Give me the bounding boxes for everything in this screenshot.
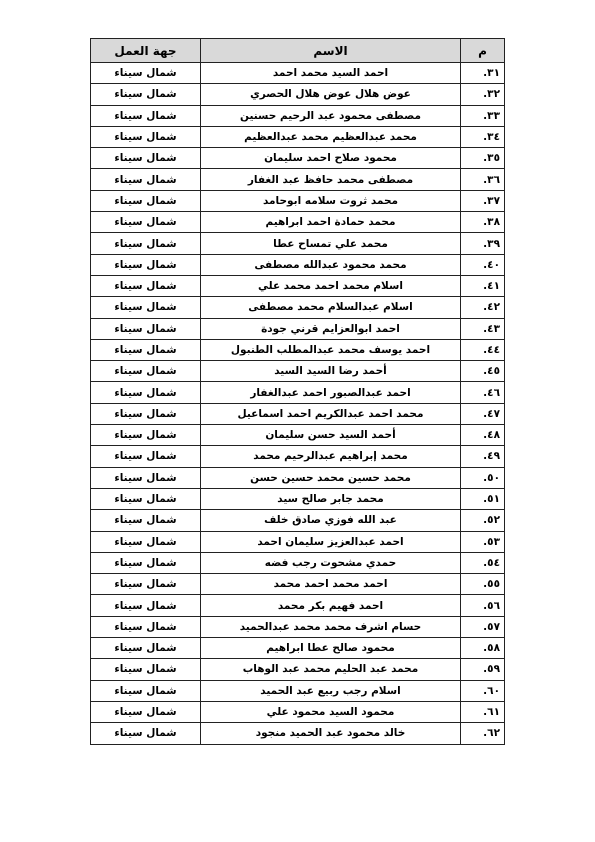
- row-name: اسلام رجب ربيع عبد الحميد: [201, 680, 461, 701]
- table-row: [91, 403, 505, 424]
- header-number: م: [461, 39, 505, 63]
- row-number: ٦٢.: [461, 723, 505, 744]
- row-workplace: شمال سيناء: [91, 659, 201, 680]
- row-number: ٤١.: [461, 275, 505, 296]
- row-workplace: شمال سيناء: [91, 425, 201, 446]
- row-workplace: شمال سيناء: [91, 552, 201, 573]
- row-workplace: شمال سيناء: [91, 510, 201, 531]
- table-row: [91, 595, 505, 616]
- row-name: حمدي مشحوت رجب فضه: [201, 552, 461, 573]
- row-name: احمد السيد محمد احمد: [201, 63, 461, 84]
- row-number: ٤٤.: [461, 339, 505, 360]
- row-number: ٣٩.: [461, 233, 505, 254]
- table-row: [91, 616, 505, 637]
- row-number: ٣٢.: [461, 84, 505, 105]
- table-row: [91, 382, 505, 403]
- row-number: ٤٧.: [461, 403, 505, 424]
- row-number: ٥٨.: [461, 638, 505, 659]
- row-workplace: شمال سيناء: [91, 680, 201, 701]
- table-row: [91, 659, 505, 680]
- row-number: ٣٥.: [461, 148, 505, 169]
- row-name: مصطفى محمد حافظ عبد الغفار: [201, 169, 461, 190]
- header-name: الاسم: [201, 39, 461, 63]
- table-row: [91, 510, 505, 531]
- table-row: [91, 254, 505, 275]
- row-number: ٥٤.: [461, 552, 505, 573]
- table-row: [91, 339, 505, 360]
- row-workplace: شمال سيناء: [91, 297, 201, 318]
- row-number: ٤٩.: [461, 446, 505, 467]
- row-number: ٣٨.: [461, 212, 505, 233]
- row-number: ٤٠.: [461, 254, 505, 275]
- row-workplace: شمال سيناء: [91, 254, 201, 275]
- table-row: [91, 531, 505, 552]
- header-row: [91, 39, 505, 63]
- row-workplace: شمال سيناء: [91, 212, 201, 233]
- row-workplace: شمال سيناء: [91, 574, 201, 595]
- table-row: [91, 126, 505, 147]
- row-name: محمد احمد عبدالكريم احمد اسماعيل: [201, 403, 461, 424]
- row-name: احمد ابوالعزايم قرني جودة: [201, 318, 461, 339]
- row-name: محمد إبراهيم عبدالرحيم محمد: [201, 446, 461, 467]
- row-number: ٦١.: [461, 701, 505, 722]
- header-workplace: جهة العمل: [91, 39, 201, 63]
- row-number: ٣٧.: [461, 190, 505, 211]
- row-name: محمود السيد محمود علي: [201, 701, 461, 722]
- table-row: [91, 84, 505, 105]
- row-name: محمد حسين محمد حسين حسن: [201, 467, 461, 488]
- table-row: [91, 63, 505, 84]
- row-name: احمد عبدالعزيز سليمان احمد: [201, 531, 461, 552]
- row-number: ٤٨.: [461, 425, 505, 446]
- row-number: ٤٣.: [461, 318, 505, 339]
- table-row: [91, 701, 505, 722]
- row-name: محمد محمود عبدالله مصطفى: [201, 254, 461, 275]
- row-workplace: شمال سيناء: [91, 105, 201, 126]
- row-workplace: شمال سيناء: [91, 403, 201, 424]
- row-name: اسلام عبدالسلام محمد مصطفى: [201, 297, 461, 318]
- row-number: ٣١.: [461, 63, 505, 84]
- row-workplace: شمال سيناء: [91, 595, 201, 616]
- row-name: أحمد السيد حسن سليمان: [201, 425, 461, 446]
- row-workplace: شمال سيناء: [91, 382, 201, 403]
- row-workplace: شمال سيناء: [91, 275, 201, 296]
- row-number: ٣٦.: [461, 169, 505, 190]
- row-workplace: شمال سيناء: [91, 318, 201, 339]
- row-name: مصطفى محمود عبد الرحيم حسنين: [201, 105, 461, 126]
- row-name: اسلام محمد احمد محمد علي: [201, 275, 461, 296]
- table-row: [91, 361, 505, 382]
- table-row: [91, 425, 505, 446]
- row-workplace: شمال سيناء: [91, 233, 201, 254]
- row-workplace: شمال سيناء: [91, 488, 201, 509]
- row-workplace: شمال سيناء: [91, 638, 201, 659]
- row-number: ٦٠.: [461, 680, 505, 701]
- row-number: ٣٣.: [461, 105, 505, 126]
- row-workplace: شمال سيناء: [91, 148, 201, 169]
- table-row: [91, 190, 505, 211]
- row-name: خالد محمود عبد الحميد منجود: [201, 723, 461, 744]
- names-table: [90, 38, 505, 745]
- table-row: [91, 105, 505, 126]
- table-header: [91, 39, 505, 63]
- row-workplace: شمال سيناء: [91, 701, 201, 722]
- row-workplace: شمال سيناء: [91, 467, 201, 488]
- table-row: [91, 297, 505, 318]
- table-row: [91, 723, 505, 744]
- table-body: [91, 63, 505, 745]
- table-row: [91, 467, 505, 488]
- table-row: [91, 169, 505, 190]
- table-row: [91, 148, 505, 169]
- table-row: [91, 552, 505, 573]
- row-name: محمد عبد الحليم محمد عبد الوهاب: [201, 659, 461, 680]
- table-row: [91, 233, 505, 254]
- row-number: ٥١.: [461, 488, 505, 509]
- table-row: [91, 275, 505, 296]
- row-name: أحمد رضا السيد السيد: [201, 361, 461, 382]
- row-workplace: شمال سيناء: [91, 531, 201, 552]
- row-name: محمد حمادة احمد ابراهيم: [201, 212, 461, 233]
- row-name: احمد محمد احمد محمد: [201, 574, 461, 595]
- row-workplace: شمال سيناء: [91, 63, 201, 84]
- row-workplace: شمال سيناء: [91, 169, 201, 190]
- table-row: [91, 488, 505, 509]
- table-row: [91, 446, 505, 467]
- row-name: عبد الله فوزي صادق خلف: [201, 510, 461, 531]
- row-name: حسام اشرف محمد محمد عبدالحميد: [201, 616, 461, 637]
- row-number: ٤٢.: [461, 297, 505, 318]
- row-workplace: شمال سيناء: [91, 361, 201, 382]
- row-number: ٥٢.: [461, 510, 505, 531]
- row-number: ٥٧.: [461, 616, 505, 637]
- row-number: ٥٩.: [461, 659, 505, 680]
- row-workplace: شمال سيناء: [91, 723, 201, 744]
- row-workplace: شمال سيناء: [91, 190, 201, 211]
- row-name: محمد علي تمساح عطا: [201, 233, 461, 254]
- row-number: ٥٥.: [461, 574, 505, 595]
- row-number: ٤٥.: [461, 361, 505, 382]
- table-row: [91, 318, 505, 339]
- row-name: محمد ثروت سلامه ابوحامد: [201, 190, 461, 211]
- row-name: احمد عبدالصبور احمد عبدالغفار: [201, 382, 461, 403]
- table-row: [91, 574, 505, 595]
- row-name: محمود صالح عطا ابراهيم: [201, 638, 461, 659]
- row-name: احمد فهيم بكر محمد: [201, 595, 461, 616]
- row-name: عوض هلال عوض هلال الحصري: [201, 84, 461, 105]
- table-row: [91, 212, 505, 233]
- row-workplace: شمال سيناء: [91, 446, 201, 467]
- row-workplace: شمال سيناء: [91, 616, 201, 637]
- row-name: محمد جابر صالح سيد: [201, 488, 461, 509]
- row-workplace: شمال سيناء: [91, 339, 201, 360]
- row-number: ٣٤.: [461, 126, 505, 147]
- row-name: محمود صلاح احمد سليمان: [201, 148, 461, 169]
- row-number: ٤٦.: [461, 382, 505, 403]
- row-name: احمد يوسف محمد عبدالمطلب الطنبول: [201, 339, 461, 360]
- row-workplace: شمال سيناء: [91, 84, 201, 105]
- table-row: [91, 680, 505, 701]
- row-number: ٥٠.: [461, 467, 505, 488]
- row-number: ٥٣.: [461, 531, 505, 552]
- table-row: [91, 638, 505, 659]
- row-workplace: شمال سيناء: [91, 126, 201, 147]
- row-number: ٥٦.: [461, 595, 505, 616]
- row-name: محمد عبدالعظيم محمد عبدالعظيم: [201, 126, 461, 147]
